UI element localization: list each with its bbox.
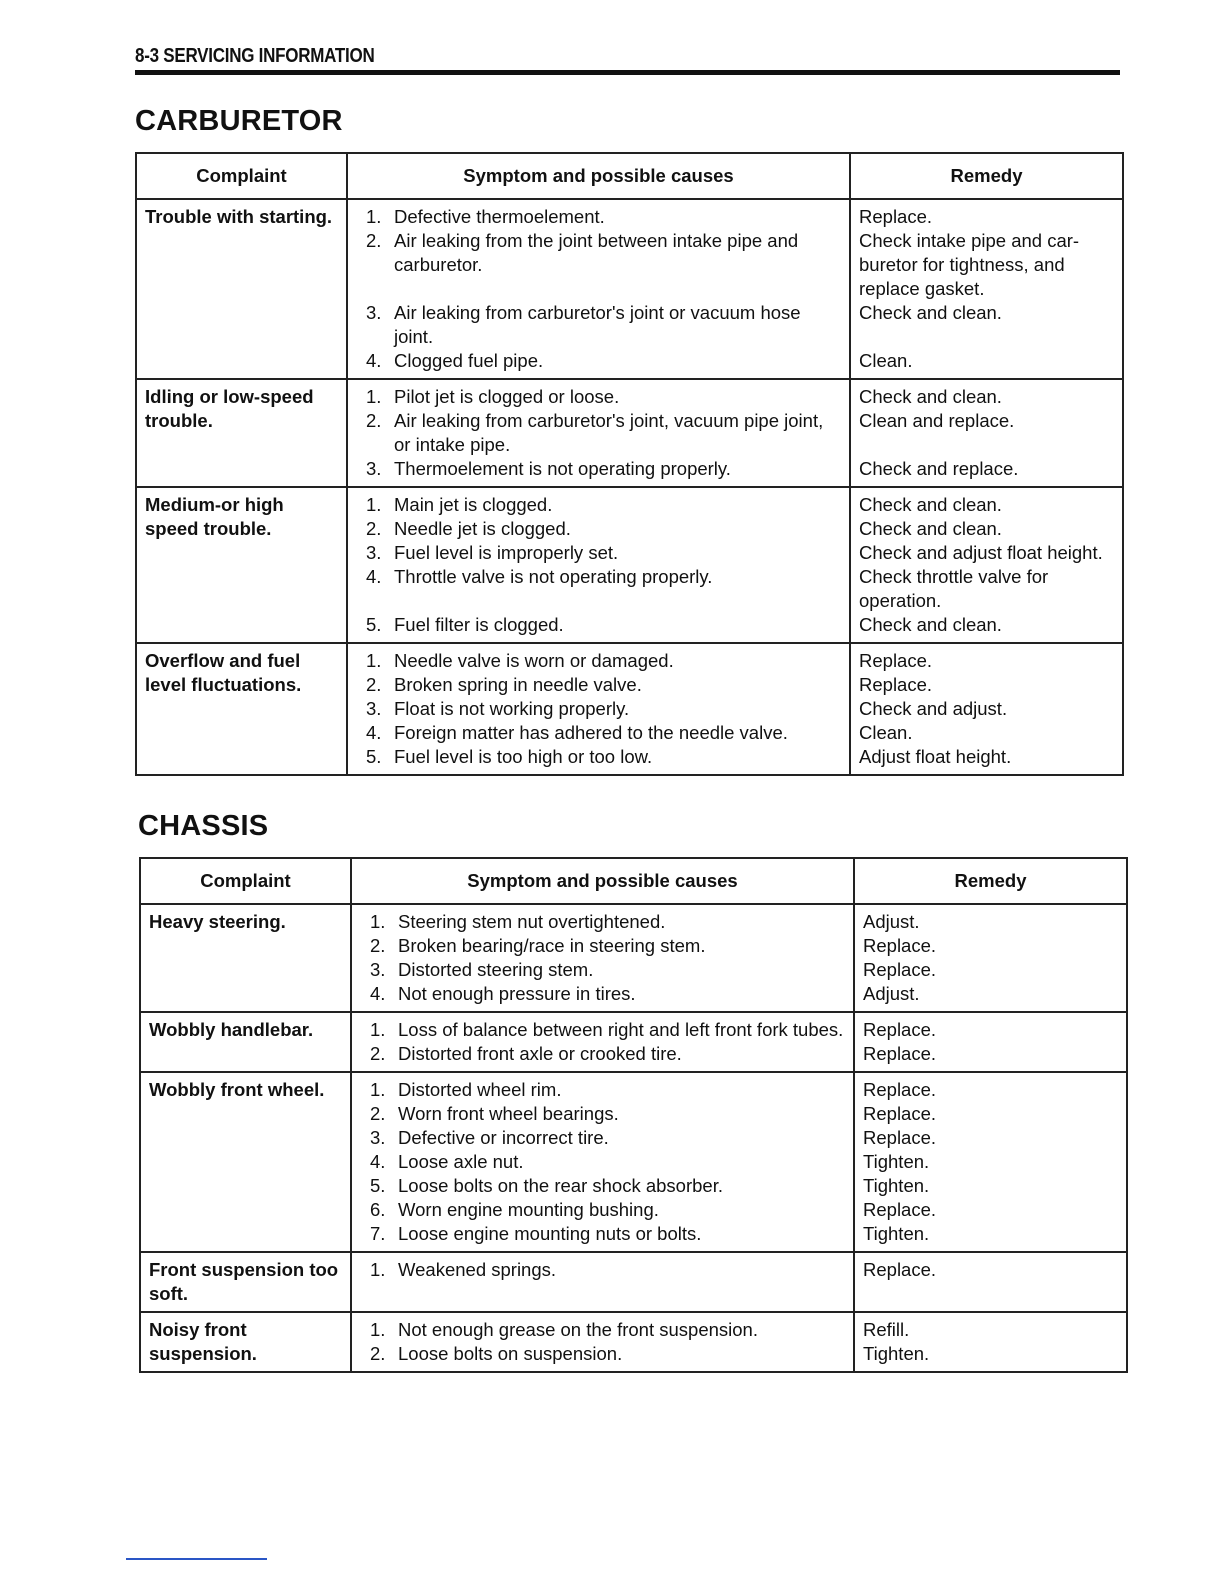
table-header-row [140, 858, 1127, 904]
cause-item [366, 409, 843, 457]
cause-number: 5. [366, 746, 382, 767]
complaint-cell: Noisy front suspension. [140, 1312, 351, 1372]
cause-text: Air leaking from the joint between intake pipe and carburetor. [394, 230, 799, 275]
remedy-cell [854, 1252, 1127, 1312]
table-row [136, 379, 1123, 487]
cause-number: 4. [370, 1151, 386, 1172]
cause-text: Throttle valve is not operating properly. [394, 566, 713, 587]
column-header: Complaint [140, 858, 351, 904]
cause-item [370, 910, 847, 934]
remedy-item: Check and adjust. [859, 698, 1008, 719]
footer-link-underline [126, 1558, 267, 1560]
page-header [135, 44, 1120, 68]
table-row [140, 1312, 1127, 1372]
remedy-item: Tighten. [863, 1175, 930, 1196]
cause-text: Fuel level is improperly set. [394, 542, 619, 563]
cause-text: Loose engine mounting nuts or bolts. [398, 1223, 702, 1244]
complaint-cell: Heavy steering. [140, 904, 351, 1012]
remedy-item: Adjust float height. [859, 746, 1012, 767]
remedy-item: Replace. [863, 1043, 937, 1064]
table-row [140, 904, 1127, 1012]
table-row [140, 1072, 1127, 1252]
cause-number: 4. [366, 350, 382, 371]
cause-item [370, 934, 847, 958]
cause-item [370, 1258, 847, 1282]
cause-text: Foreign matter has adhered to the needle valve. [394, 722, 788, 743]
cause-text: Weakened springs. [398, 1259, 557, 1280]
causes-cell [351, 904, 854, 1012]
cause-item [366, 721, 843, 745]
cause-text: Clogged fuel pipe. [394, 350, 544, 371]
causes-cell [347, 199, 850, 379]
table-row [140, 1012, 1127, 1072]
causes-cell [351, 1012, 854, 1072]
remedy-item: Replace. [863, 959, 937, 980]
header-rule [135, 70, 1120, 75]
cause-text: Defective thermoelement. [394, 206, 605, 227]
cause-item [366, 673, 843, 697]
cause-text: Distorted wheel rim. [398, 1079, 562, 1100]
cause-number: 4. [366, 722, 382, 743]
remedy-item: Replace. [863, 1199, 937, 1220]
causes-cell [347, 643, 850, 775]
remedy-item: Replace. [863, 1019, 937, 1040]
cause-text: Needle jet is clogged. [394, 518, 571, 539]
cause-item [370, 1342, 847, 1366]
remedy-item: Replace. [863, 1259, 937, 1280]
remedy-item: Replace. [863, 1103, 937, 1124]
complaint-cell: Trouble with starting. [136, 199, 347, 379]
cause-item [366, 301, 843, 349]
cause-text: Loose bolts on suspension. [398, 1343, 623, 1364]
cause-text: Fuel filter is clogged. [394, 614, 564, 635]
remedy-item: Replace. [863, 1127, 937, 1148]
cause-number: 2. [370, 1103, 386, 1124]
remedy-item: Clean and replace. [859, 410, 1015, 431]
remedy-item: Adjust. [863, 983, 920, 1004]
table-row [140, 1252, 1127, 1312]
chassis-table [139, 857, 1128, 1373]
cause-number: 2. [366, 674, 382, 695]
cause-item [366, 541, 843, 565]
cause-item [370, 1318, 847, 1342]
cause-number: 1. [370, 1019, 386, 1040]
cause-number: 3. [366, 542, 382, 563]
cause-number: 1. [370, 1259, 386, 1280]
remedy-item: Replace. [859, 206, 933, 227]
complaint-cell: Idling or low-speed trouble. [136, 379, 347, 487]
cause-text: Broken bearing/race in steering stem. [398, 935, 706, 956]
remedy-item: Clean. [859, 350, 913, 371]
cause-number: 2. [366, 410, 382, 431]
cause-text: Loose bolts on the rear shock absorber. [398, 1175, 723, 1196]
cause-number: 1. [366, 206, 382, 227]
cause-text: Fuel level is too high or too low. [394, 746, 653, 767]
remedy-item: Check and clean. [859, 494, 1002, 515]
cause-item [366, 457, 843, 481]
causes-cell [347, 379, 850, 487]
complaint-cell: Wobbly handlebar. [140, 1012, 351, 1072]
cause-item [370, 1222, 847, 1246]
cause-text: Main jet is clogged. [394, 494, 553, 515]
cause-number: 1. [370, 1079, 386, 1100]
column-header: Complaint [136, 153, 347, 199]
cause-number: 2. [370, 1043, 386, 1064]
cause-text: Defective or incorrect tire. [398, 1127, 609, 1148]
cause-text: Pilot jet is clogged or loose. [394, 386, 620, 407]
remedy-item: Replace. [863, 935, 937, 956]
cause-number: 3. [370, 959, 386, 980]
cause-item [366, 229, 843, 301]
remedy-item: Tighten. [863, 1343, 930, 1364]
cause-number: 4. [366, 566, 382, 587]
causes-cell [351, 1072, 854, 1252]
causes-cell [347, 487, 850, 643]
remedy-item: Check and clean. [859, 518, 1002, 539]
remedy-cell [850, 379, 1123, 487]
cause-item [370, 982, 847, 1006]
remedy-item: Replace. [859, 674, 933, 695]
cause-number: 7. [370, 1223, 386, 1244]
cause-number: 2. [366, 230, 382, 251]
cause-number: 3. [370, 1127, 386, 1148]
remedy-item: Replace. [859, 650, 933, 671]
cause-number: 1. [366, 386, 382, 407]
section-title-chassis: CHASSIS [138, 810, 269, 842]
table-row [136, 199, 1123, 379]
remedy-cell [854, 1012, 1127, 1072]
cause-text: Worn front wheel bearings. [398, 1103, 619, 1124]
table-row [136, 643, 1123, 775]
remedy-item: Check and clean. [859, 386, 1002, 407]
cause-text: Not enough pressure in tires. [398, 983, 636, 1004]
cause-number: 1. [366, 650, 382, 671]
remedy-item: Check and adjust float height. [859, 542, 1103, 563]
cause-text: Air leaking from carburetor's joint, vacuum pipe joint, or intake pipe. [394, 410, 824, 455]
cause-item [370, 958, 847, 982]
remedy-item: Adjust. [863, 911, 920, 932]
table-header-row [136, 153, 1123, 199]
remedy-item: Tighten. [863, 1151, 930, 1172]
remedy-item: Tighten. [863, 1223, 930, 1244]
cause-item [366, 493, 843, 517]
cause-number: 1. [370, 1319, 386, 1340]
cause-item [370, 1126, 847, 1150]
cause-item [370, 1102, 847, 1126]
cause-item [370, 1078, 847, 1102]
remedy-cell [850, 643, 1123, 775]
cause-number: 5. [370, 1175, 386, 1196]
cause-item [366, 745, 843, 769]
causes-cell [351, 1252, 854, 1312]
cause-number: 3. [366, 458, 382, 479]
cause-number: 2. [370, 935, 386, 956]
complaint-cell: Medium-or high speed trouble. [136, 487, 347, 643]
cause-text: Air leaking from carburetor's joint or vacuum hose joint. [394, 302, 801, 347]
cause-item [370, 1198, 847, 1222]
remedy-item: Refill. [863, 1319, 910, 1340]
remedy-item: Check throttle valve for operation. [859, 566, 1049, 611]
remedy-item: Check and clean. [859, 302, 1002, 323]
remedy-cell [854, 904, 1127, 1012]
column-header: Remedy [850, 153, 1123, 199]
cause-number: 1. [366, 494, 382, 515]
complaint-cell: Front suspension too soft. [140, 1252, 351, 1312]
cause-item [366, 205, 843, 229]
cause-number: 3. [366, 302, 382, 323]
cause-item [370, 1042, 847, 1066]
causes-cell [351, 1312, 854, 1372]
remedy-item: Clean. [859, 722, 913, 743]
complaint-cell: Overflow and fuel level fluctuations. [136, 643, 347, 775]
cause-text: Loose axle nut. [398, 1151, 524, 1172]
remedy-cell [850, 199, 1123, 379]
column-header: Remedy [854, 858, 1127, 904]
cause-item [366, 349, 843, 373]
remedy-cell [850, 487, 1123, 643]
table-row [136, 487, 1123, 643]
cause-number: 2. [366, 518, 382, 539]
cause-item [370, 1174, 847, 1198]
remedy-item: Check and replace. [859, 458, 1019, 479]
cause-number: 5. [366, 614, 382, 635]
cause-text: Thermoelement is not operating properly. [394, 458, 731, 479]
carburetor-table [135, 152, 1124, 776]
cause-text: Worn engine mounting bushing. [398, 1199, 659, 1220]
cause-item [366, 613, 843, 637]
cause-text: Distorted front axle or crooked tire. [398, 1043, 682, 1064]
cause-text: Broken spring in needle valve. [394, 674, 642, 695]
column-header: Symptom and possible causes [347, 153, 850, 199]
cause-text: Loss of balance between right and left front fork tubes. [398, 1019, 844, 1040]
cause-item [370, 1018, 847, 1042]
cause-text: Distorted steering stem. [398, 959, 594, 980]
remedy-item: Check and clean. [859, 614, 1002, 635]
cause-number: 3. [366, 698, 382, 719]
cause-text: Float is not working properly. [394, 698, 630, 719]
cause-number: 2. [370, 1343, 386, 1364]
cause-item [366, 385, 843, 409]
cause-item [366, 517, 843, 541]
cause-item [366, 697, 843, 721]
remedy-item: Replace. [863, 1079, 937, 1100]
cause-item [370, 1150, 847, 1174]
remedy-item: Check intake pipe and car-buretor for tightness, and replace gasket. [859, 230, 1080, 299]
page-header-text: 8-3 SERVICING INFORMATION [135, 45, 375, 67]
remedy-cell [854, 1072, 1127, 1252]
complaint-cell: Wobbly front wheel. [140, 1072, 351, 1252]
cause-text: Needle valve is worn or damaged. [394, 650, 674, 671]
cause-number: 1. [370, 911, 386, 932]
column-header: Symptom and possible causes [351, 858, 854, 904]
cause-text: Steering stem nut overtightened. [398, 911, 666, 932]
cause-text: Not enough grease on the front suspension. [398, 1319, 758, 1340]
cause-item [366, 649, 843, 673]
cause-number: 4. [370, 983, 386, 1004]
remedy-cell [854, 1312, 1127, 1372]
section-title-carburetor: CARBURETOR [135, 105, 343, 137]
cause-number: 6. [370, 1199, 386, 1220]
cause-item [366, 565, 843, 613]
